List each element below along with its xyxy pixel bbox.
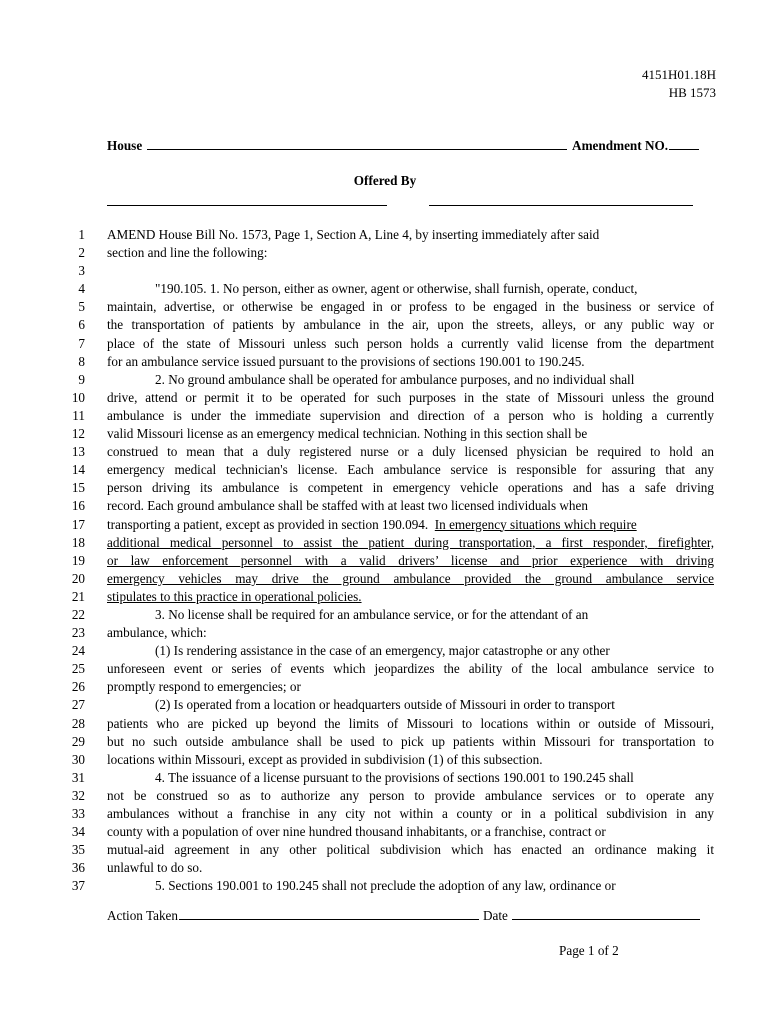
line-text: person driving its ambulance is competent in emergency vehicle operations and has a safe driving: [107, 480, 714, 496]
line-number: 27: [71, 697, 85, 713]
document-line: [0, 678, 770, 696]
line-number: 9: [78, 371, 85, 387]
document-line: [0, 660, 770, 678]
line-number: 1: [78, 227, 85, 242]
line-number: 30: [71, 751, 85, 767]
document-line: [0, 823, 770, 841]
line-number: 5: [78, 299, 85, 315]
action-taken-label: Action Taken: [107, 908, 178, 923]
line-text: "190.105. 1. No person, either as owner, agent or otherwise, shall furnish, operate, conduct,: [155, 281, 638, 297]
action-taken-blank: [179, 907, 479, 920]
line-number: 4: [78, 281, 85, 297]
line-number: 32: [71, 787, 85, 803]
document-line: [0, 335, 770, 353]
document-line: [0, 226, 770, 244]
document-line: [0, 570, 770, 588]
line-text: ambulance is under the immediate supervision and direction of a person who is holding a currently: [107, 407, 714, 423]
house-label: House: [107, 138, 143, 153]
line-number: 36: [71, 860, 85, 876]
document-line: [0, 642, 770, 660]
document-line: [0, 534, 770, 552]
line-number: 11: [72, 407, 85, 423]
inserted-text: additional medical personnel to assist the patient during transportation, a first responder, firefighter,: [107, 534, 714, 550]
line-number: 26: [71, 679, 85, 695]
offered-by-signature-line-right: [429, 205, 693, 206]
line-number: 13: [71, 444, 85, 460]
amendment-body: [0, 226, 770, 895]
line-text: 2. No ground ambulance shall be operated for ambulance purposes, and no individual shall: [155, 371, 635, 387]
line-text: unlawful to do so.: [107, 860, 203, 876]
document-line: [0, 751, 770, 769]
line-number: 7: [78, 335, 85, 351]
line-number: 8: [78, 353, 85, 369]
document-line: [0, 715, 770, 733]
line-number: 2: [78, 245, 85, 261]
document-line: [0, 262, 770, 280]
line-text: county with a population of over nine hundred thousand inhabitants, or a franchise, contract or: [107, 824, 606, 840]
line-number: 37: [71, 878, 85, 894]
document-line: [0, 606, 770, 624]
document-line: [0, 425, 770, 443]
document-line: [0, 696, 770, 714]
document-line: [0, 733, 770, 751]
line-number: 18: [71, 534, 85, 550]
document-line: [0, 461, 770, 479]
line-text: the transportation of patients by ambulance in the air, upon the streets, alleys, or any public way or: [107, 317, 714, 333]
document-id-block: [642, 66, 716, 102]
line-number: 29: [71, 733, 85, 749]
line-text: drive, attend or permit it to be operated for such purposes in the state of Missouri unless the ground: [107, 389, 714, 405]
line-text: section and line the following:: [107, 245, 268, 261]
line-number: 20: [71, 570, 85, 586]
inserted-text: or law enforcement personnel with a valid drivers’ license and prior experience with driving: [107, 552, 714, 568]
bill-reference: HB 1573: [668, 85, 716, 100]
line-number: 6: [78, 317, 85, 333]
line-text: maintain, advertise, or otherwise be engaged in or profess to be engaged in the business or service of: [107, 299, 714, 315]
line-text: construed to mean that a duly registered nurse or a duly licensed physician be required to hold an: [107, 444, 714, 460]
line-text: AMEND House Bill No. 1573, Page 1, Section A, Line 4, by inserting immediately after said: [107, 227, 600, 242]
line-text: ambulance, which:: [107, 625, 207, 641]
line-text: emergency medical technician's license. Each ambulance service is responsible for assuring that any: [107, 462, 714, 478]
document-line: [0, 244, 770, 262]
line-number: 34: [71, 824, 85, 840]
document-line: [0, 407, 770, 425]
amendment-number-blank: [669, 137, 699, 150]
line-number: 31: [71, 769, 85, 785]
document-line: [0, 353, 770, 371]
line-number: 35: [71, 842, 85, 858]
document-line: [0, 624, 770, 642]
inserted-text: In emergency situations which require: [434, 516, 637, 532]
line-number: 3: [78, 263, 85, 279]
line-number: 12: [71, 426, 85, 442]
page-number: Page 1 of 2: [559, 943, 619, 958]
date-label: Date: [482, 908, 508, 923]
document-line: [0, 841, 770, 859]
line-text: mutual-aid agreement in any other political subdivision which has enacted an ordinance making it: [107, 842, 714, 858]
line-number: 16: [71, 498, 85, 514]
document-line: [0, 371, 770, 389]
line-text: but no such outside ambulance shall be used to pick up patients within Missouri for transportation to: [107, 733, 714, 749]
document-line: [0, 298, 770, 316]
line-number: 28: [71, 715, 85, 731]
inserted-text: emergency vehicles may drive the ground ambulance provided the ground ambulance service: [107, 570, 714, 586]
date-blank: [512, 907, 700, 920]
document-line: [0, 787, 770, 805]
document-line: [0, 552, 770, 570]
action-taken-line: [107, 907, 714, 924]
line-text: for an ambulance service issued pursuant to the provisions of sections 190.001 to 190.245.: [107, 353, 585, 369]
document-line: [0, 389, 770, 407]
line-text: unforeseen event or series of events which jeopardizes the ability of the local ambulance service to: [107, 661, 714, 677]
line-number: 25: [71, 661, 85, 677]
document-line: [0, 805, 770, 823]
document-line: [0, 516, 770, 534]
document-line: [0, 588, 770, 606]
document-line: [0, 443, 770, 461]
line-number: 14: [71, 462, 85, 478]
line-text: 5. Sections 190.001 to 190.245 shall not preclude the adoption of any law, ordinance or: [155, 878, 616, 894]
line-text: (1) Is rendering assistance in the case of an emergency, major catastrophe or any other: [155, 643, 610, 659]
line-text: not be construed so as to authorize any person to provide ambulance services or to operate any: [107, 787, 714, 803]
offered-by-signature-line-left: [107, 205, 387, 206]
document-line: [0, 280, 770, 298]
document-line: [0, 316, 770, 334]
document-id: 4151H01.18H: [641, 67, 716, 82]
line-number: 23: [71, 625, 85, 641]
amendment-label: Amendment NO.: [572, 138, 669, 153]
line-text: ambulances without a franchise in any city not within a county or in a political subdivision in any: [107, 806, 714, 821]
line-text: 3. No license shall be required for an ambulance service, or for the attendant of an: [155, 606, 589, 622]
line-text: (2) Is operated from a location or headquarters outside of Missouri in order to transport: [155, 697, 615, 713]
line-number: 22: [71, 606, 85, 622]
line-number: 24: [71, 643, 85, 659]
line-number: 17: [71, 516, 85, 532]
house-blank: [147, 137, 567, 150]
document-line: [0, 769, 770, 787]
line-number: 10: [71, 389, 85, 405]
line-number: 33: [71, 806, 85, 821]
document-line: [0, 859, 770, 877]
document-line: [0, 877, 770, 895]
line-text: [107, 516, 714, 534]
line-text: locations within Missouri, except as provided in subdivision (1) of this subsection.: [107, 751, 543, 767]
line-text: promptly respond to emergencies; or: [107, 679, 301, 695]
document-line: [0, 497, 770, 515]
line-text: record. Each ground ambulance shall be staffed with at least two licensed individuals when: [107, 498, 588, 514]
document-line: [0, 479, 770, 497]
line-text: patients who are picked up beyond the limits of Missouri to locations within or outside of Missouri,: [107, 715, 714, 731]
line-number: 15: [71, 480, 85, 496]
line-text-part: transporting a patient, except as provided in section 190.094.: [107, 516, 435, 532]
inserted-text: stipulates to this practice in operational policies.: [107, 588, 362, 604]
line-text: 4. The issuance of a license pursuant to the provisions of sections 190.001 to 190.245 shall: [155, 769, 634, 785]
house-amendment-line: [107, 137, 713, 154]
line-text: place of the state of Missouri unless such person holds a currently valid license from the department: [107, 335, 714, 351]
line-number: 19: [71, 552, 85, 568]
line-text: valid Missouri license as an emergency medical technician. Nothing in this section shall be: [107, 426, 588, 442]
line-number: 21: [71, 588, 85, 604]
offered-by-label: Offered By: [353, 173, 417, 188]
